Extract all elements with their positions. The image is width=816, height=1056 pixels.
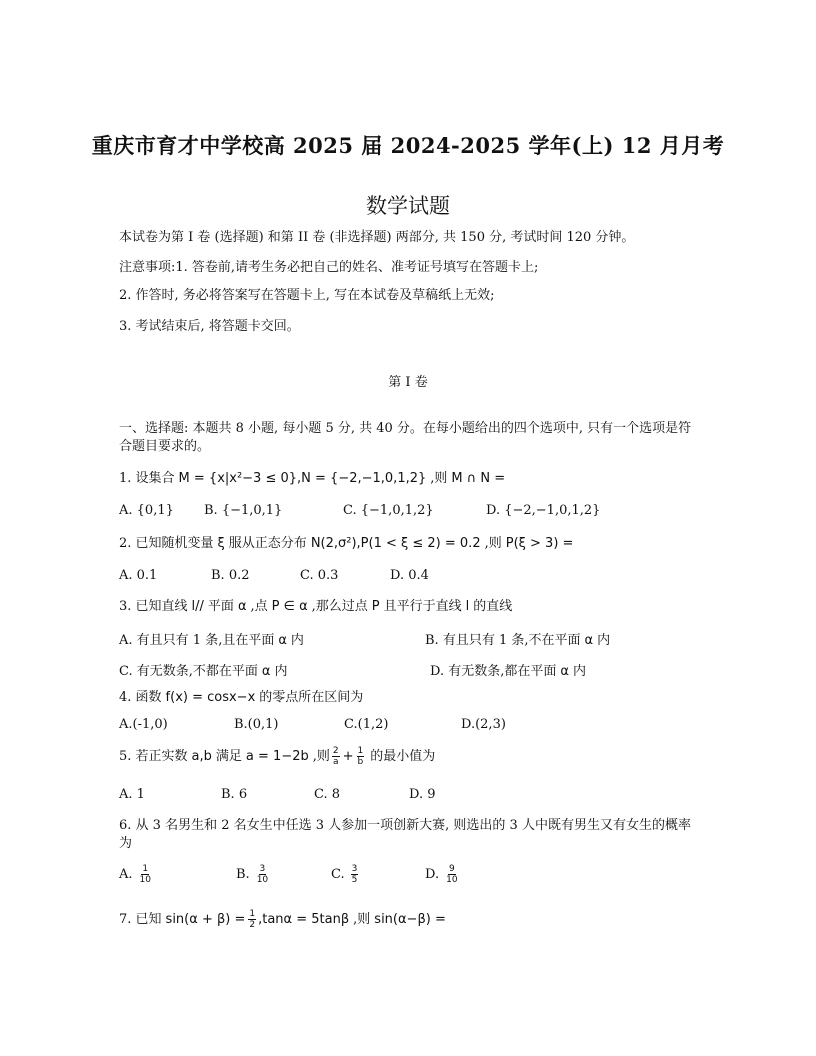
q3-option-d [430, 660, 586, 679]
q5-frac2-num: 1 [357, 746, 364, 756]
q2-option-b: B. 0.2 [211, 568, 250, 583]
question-6: 6. 从 3 名男生和 2 名女生中任选 3 人参加一项创新大赛, 则选出的 3 人中既有男生又有女生的概率为 [119, 818, 691, 851]
q3-option-c-alpha: α [261, 664, 271, 679]
q2-math-probability: P(ξ > 3) = [505, 536, 574, 551]
q7-math-sin-diff: sin(α−β) = [374, 912, 446, 927]
question-1 [119, 470, 509, 488]
q3-option-a-text: A. 有且只有 1 条,且在平面 [119, 633, 275, 648]
q6-option-b-label: B. [236, 867, 250, 882]
q5-fraction-1-over-b [357, 746, 365, 767]
q3-text-plane: 平面 [207, 599, 234, 614]
section-title: 第 I 卷 [388, 375, 428, 390]
question-4 [119, 689, 363, 707]
q3-prefix: 3. 已知直线 [119, 599, 188, 614]
q6-a-num: 1 [142, 864, 149, 874]
exam-title: 重庆市育才中学校高 2025 届 2024-2025 学年(上) 12 月月考 [91, 133, 725, 158]
q5-frac2-den: b [357, 757, 364, 767]
q4-option-a: A.(-1,0) [119, 717, 168, 732]
q6-c-den: 5 [351, 875, 358, 885]
notice-2: 2. 作答时, 务必将答案写在答题卡上, 写在本试卷及草稿纸上无效; [119, 288, 495, 303]
q6-option-c-label: C. [331, 867, 345, 882]
q6-d-num: 9 [448, 864, 455, 874]
q3-math-l: l [465, 599, 470, 614]
q2-mid1: 服从正态分布 [228, 536, 307, 551]
question-3 [119, 598, 512, 616]
q5-math-condition: a = 1−2b [245, 749, 309, 764]
q6-option-a-label: A. [119, 867, 133, 882]
q6-a-den: 10 [139, 875, 151, 885]
q6-option-a-fraction [139, 864, 152, 885]
q5-plus: + [342, 749, 354, 764]
q1-mid: ,则 [430, 471, 448, 486]
q2-math-distribution: N(2,σ²),P(1 < ξ ≤ 2) = 0.2 [310, 536, 481, 551]
q1-option-a: A. {0,1} [119, 503, 174, 518]
q5-suffix: 的最小值为 [370, 749, 436, 764]
q3-math-p-in-alpha: P ∈ α [271, 599, 308, 614]
q3-math-line: l// [191, 599, 204, 614]
q6-b-num: 3 [259, 864, 266, 874]
q3-math-p: P [371, 599, 380, 614]
q5-option-b: B. 6 [221, 787, 248, 802]
q4-prefix: 4. 函数 [119, 690, 162, 705]
q5-frac1-den: a [332, 757, 339, 767]
notice-3: 3. 考试结束后, 将答题卡交回。 [119, 319, 300, 334]
q5-option-a: A. 1 [119, 787, 145, 802]
q6-c-num: 3 [351, 864, 358, 874]
q3-option-d-inside: 内 [572, 664, 586, 679]
q4-option-c: C.(1,2) [344, 717, 389, 732]
notice-1: 注意事项:1. 答卷前,请考生务必把自己的姓名、准考证号填写在答题卡上; [119, 260, 539, 275]
q3-option-a [119, 629, 304, 648]
q4-suffix: 的零点所在区间为 [259, 690, 364, 705]
q3-text-line: 的直线 [473, 599, 513, 614]
q1-option-c: C. {−1,0,1,2} [343, 503, 434, 518]
q6-d-den: 10 [446, 875, 458, 885]
q5-text-then: ,则 [312, 749, 330, 764]
q7-frac-num: 1 [249, 909, 256, 919]
q1-option-b: B. {−1,0,1} [204, 503, 283, 518]
q3-text-through: ,那么过点 [311, 599, 368, 614]
q1-math-sets: M = {x|x²−3 ≤ 0},N = {−2,−1,0,1,2} [178, 471, 427, 486]
q5-math-ab: a,b [191, 749, 212, 764]
q6-b-den: 10 [256, 875, 269, 885]
section-instructions: 一、选择题: 本题共 8 小题, 每小题 5 分, 共 40 分。在每小题给出的四个选项中, 只有一个选项是符合题目要求的。 [119, 421, 692, 454]
q6-option-b-fraction [256, 864, 269, 885]
q3-option-a-alpha: α [278, 633, 287, 648]
q5-option-c: C. 8 [314, 787, 341, 802]
q6-option-b [236, 864, 271, 885]
q2-var: ξ [217, 536, 225, 551]
q7-prefix: 7. 已知 [119, 912, 162, 927]
q1-prefix: 1. 设集合 [119, 471, 175, 486]
q2-option-c: C. 0.3 [300, 568, 339, 583]
q3-option-b-text: B. 有且只有 1 条,不在平面 [425, 633, 581, 648]
q5-option-d: D. 9 [409, 787, 436, 802]
q3-option-c-inside: 内 [274, 664, 288, 679]
q5-frac1-num: 2 [332, 746, 339, 756]
q2-option-a: A. 0.1 [119, 568, 158, 583]
q3-option-d-alpha: α [560, 664, 569, 679]
q7-frac-den: 2 [249, 920, 256, 930]
q6-option-c-fraction [351, 864, 359, 885]
q5-fraction-2-over-a [332, 746, 340, 767]
q3-option-a-inside: 内 [290, 633, 304, 648]
q1-option-d: D. {−2,−1,0,1,2} [486, 503, 601, 518]
q1-math-intersection: M ∩ N = [451, 471, 506, 486]
q3-math-alpha: α [237, 599, 247, 614]
q3-option-c [119, 660, 287, 679]
q6-option-d-fraction [445, 864, 458, 885]
q2-prefix: 2. 已知随机变量 [119, 536, 214, 551]
q3-text-point: ,点 [250, 599, 268, 614]
exam-subtitle: 数学试题 [366, 194, 450, 218]
intro-line: 本试卷为第 I 卷 (选择题) 和第 II 卷 (非选择题) 两部分, 共 150 分, 考试时间 120 分钟。 [119, 230, 635, 245]
q6-option-c [331, 864, 360, 885]
q2-mid2: ,则 [484, 536, 502, 551]
q2-option-d: D. 0.4 [390, 568, 429, 583]
q5-prefix: 5. 若正实数 [119, 749, 188, 764]
q7-fraction-half [248, 909, 256, 930]
q3-text-parallel: 且平行于直线 [383, 599, 462, 614]
q6-option-d [425, 864, 461, 885]
q4-option-b: B.(0,1) [234, 717, 279, 732]
q6-option-d-label: D. [425, 867, 440, 882]
q7-math-sin-sum: sin(α + β) = [165, 912, 246, 927]
q7-mid: ,则 [353, 912, 371, 927]
question-7 [119, 909, 450, 930]
q3-option-b-alpha: α [584, 633, 594, 648]
q3-option-b [425, 629, 610, 648]
q4-math-function: f(x) = cosx−x [165, 690, 256, 705]
q5-text-satisfy: 满足 [215, 749, 242, 764]
q3-option-c-text: C. 有无数条,不都在平面 [119, 664, 258, 679]
q3-option-d-text: D. 有无数条,都在平面 [430, 664, 557, 679]
question-5 [119, 746, 435, 767]
q3-option-b-inside: 内 [597, 633, 611, 648]
q7-math-tan: ,tanα = 5tanβ [258, 912, 350, 927]
question-2 [119, 535, 577, 553]
q6-option-a [119, 864, 154, 885]
q4-option-d: D.(2,3) [461, 717, 506, 732]
